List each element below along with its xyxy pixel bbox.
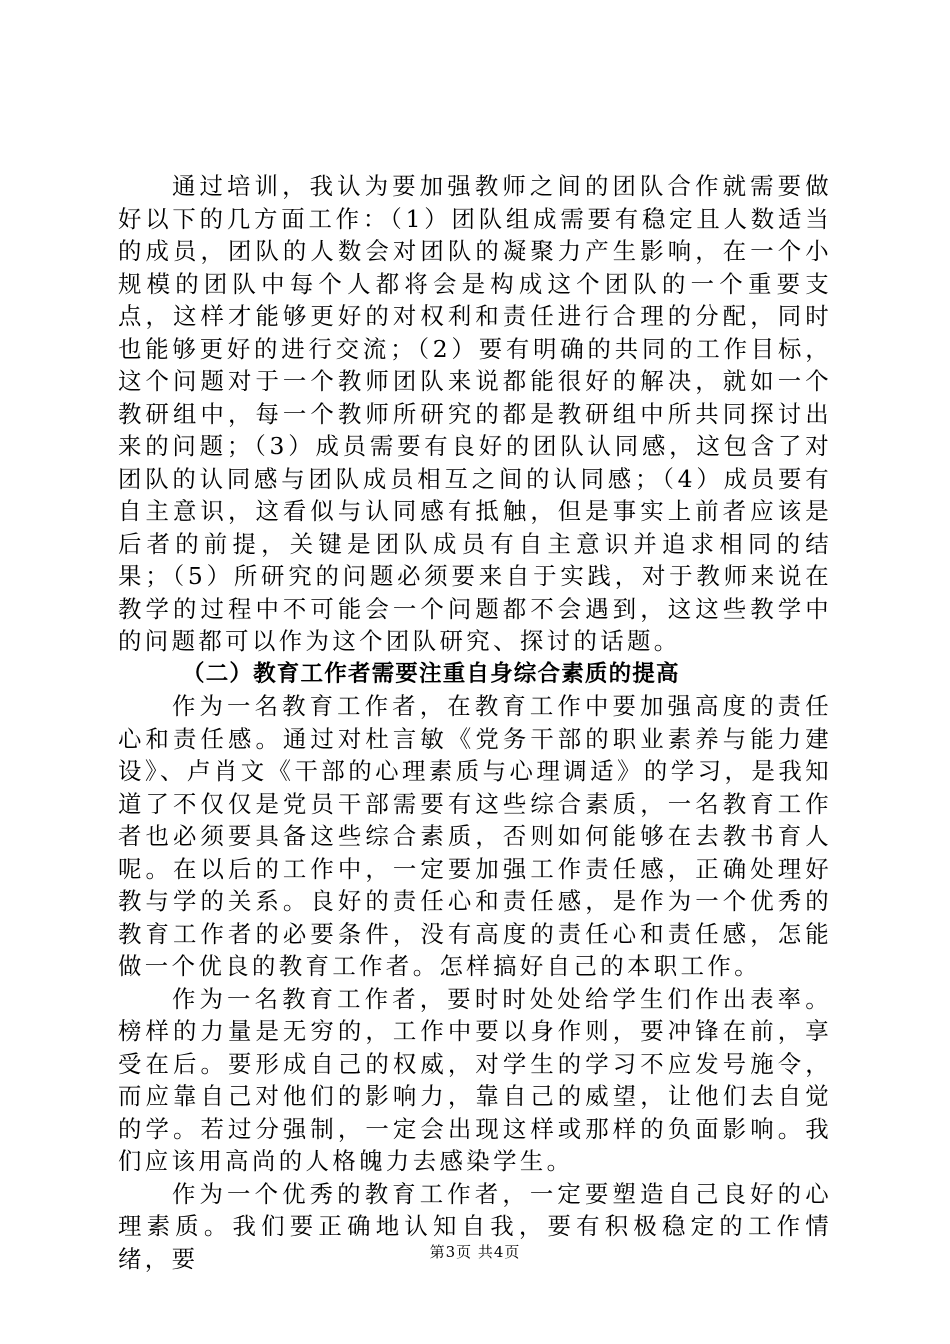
- body-paragraph: 通过培训，我认为要加强教师之间的团队合作就需要做好以下的几方面工作：（1）团队组成需要有稳定且人数适当的成员，团队的人数会对团队的凝聚力产生影响，在一个小规模的团队中每个人都将会是构成这个团队的一个重要支点，这样才能够更好的对权利和责任进行合理的分配，同时也能够更好的进行交流；（2）要有明确的共同的工作目标，这个问题对于一个教师团队来说都能很好的解决，就如一个教研组中，每一个教师所研究的都是教研组中所共同探讨出来的问题；（3）成员需要有良好的团队认同感，这包含了对团队的认同感与团队成员相互之间的认同感；（4）成员要有自主意识，这看似与认同感有抵触，但是事实上前者应该是后者的前提，关键是团队成员有自主意识并追求相同的结果；（5）所研究的问题必须要来自于实践，对于教师来说在教学的过程中不可能会一个问题都不会遇到，这这些教学中的问题都可以作为这个团队研究、探讨的话题。: [118, 172, 832, 655]
- body-paragraph: 作为一个优秀的教育工作者，一定要塑造自己良好的心理素质。我们要正确地认知自我，要有积极稳定的工作情绪，要: [118, 1179, 832, 1273]
- section-heading: （二）教育工作者需要注重自身综合素质的提高: [182, 660, 680, 687]
- document-body: [118, 170, 832, 1275]
- page-footer: 第3页 共4页: [429, 1243, 521, 1261]
- body-paragraph: 作为一名教育工作者，在教育工作中要加强高度的责任心和责任感。通过对杜言敏《党务干部的职业素养与能力建设》、卢肖文《干部的心理素质与心理调适》的学习，是我知道了不仅仅是党员干部需要有这些综合素质，一名教育工作者也必须要具备这些综合素质，否则如何能够在去教书育人呢。在以后的工作中，一定要加强工作责任感，正确处理好教与学的关系。良好的责任心和责任感，是作为一个优秀的教育工作者的必要条件，没有高度的责任心和责任感，怎能做一个优良的教育工作者。怎样搞好自己的本职工作。: [118, 692, 832, 980]
- body-paragraph: 作为一名教育工作者，要时时处处给学生们作出表率。榜样的力量是无穷的，工作中要以身作则，要冲锋在前，享受在后。要形成自己的权威，对学生的学习不应发号施令，而应靠自己对他们的影响力，靠自己的威望，让他们去自觉的学。若过分强制，一定会出现这样或那样的负面影响。我们应该用高尚的人格魄力去感染学生。: [118, 984, 832, 1175]
